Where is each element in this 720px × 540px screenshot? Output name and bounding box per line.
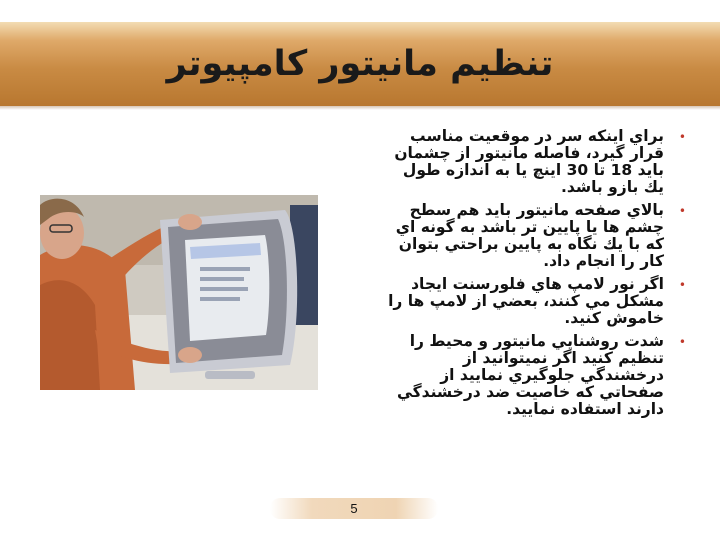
bullet-text: اگر نور لامپ هاي فلورسنت ايجاد مشكل مي كنند، بعضي از لامپ ها را خاموش كنيد. — [388, 275, 664, 327]
bullet-item — [382, 333, 690, 418]
monitor-adjustment-photo — [40, 195, 318, 390]
bullet-text: بالاي صفحه مانيتور بايد هم سطح چشم ها يا پايين تر باشد به گونه اي كه با يك نگاه به پايين براحتي بتوان كار را انجام داد. — [395, 201, 664, 270]
bullet-icon: • — [678, 335, 686, 349]
bullet-text: براي اينكه سر در موقعيت مناسب قرار گيرد، فاصله مانيتور از چشمان بايد 18 تا 30 اينچ يا به اندازه طول يك بازو باشد. — [394, 127, 664, 196]
bullet-item — [382, 276, 690, 327]
bullet-item — [382, 202, 690, 270]
bullet-icon: • — [678, 278, 686, 292]
bullet-icon: • — [678, 130, 686, 144]
bullet-item — [382, 128, 690, 196]
bullet-list — [382, 128, 690, 424]
bullet-icon: • — [678, 204, 686, 218]
page-number: 5 — [270, 498, 438, 519]
slide-title: تنظيم مانيتور كامپيوتر — [166, 44, 554, 84]
bullet-text: شدت روشنايي مانيتور و محيط را تنظيم كنيد اگر نميتوانيد از درخشندگي جلوگيري نماييد از صفحاتي كه خاصيت ضد درخشندگي دارند استفاده نماييد. — [396, 332, 664, 418]
